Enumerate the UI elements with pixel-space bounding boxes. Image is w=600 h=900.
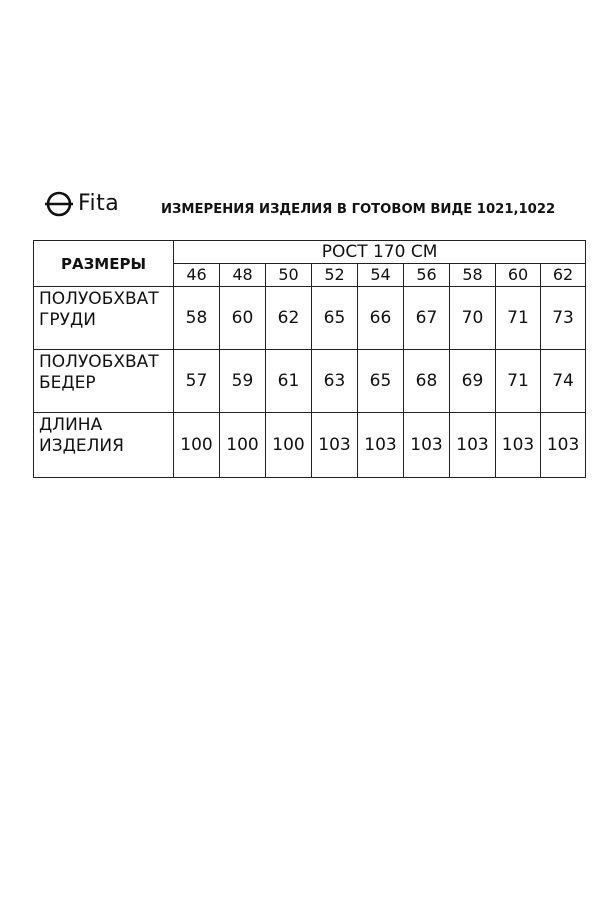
value-cell: 57 [174,350,220,413]
value-cell: 71 [496,287,541,350]
header-row-height [34,241,586,264]
value-cell: 68 [404,350,450,413]
row-label-line: ПОЛУОБХВАТ [39,352,159,372]
fita-logo-icon [44,188,74,218]
size-header-cell: 52 [312,264,358,287]
row-label-line: ГРУДИ [39,310,96,330]
value-cell: 103 [358,413,404,478]
value-cell: 73 [541,287,586,350]
row-label-line: БЕДЕР [39,373,96,393]
value-cell: 103 [541,413,586,478]
value-cell: 103 [312,413,358,478]
value-cell: 60 [220,287,266,350]
value-cell: 62 [266,287,312,350]
row-label [34,413,174,478]
table-row-hips [34,350,586,413]
size-header-cell: 48 [220,264,266,287]
row-label-line: ПОЛУОБХВАТ [39,289,159,309]
value-cell: 103 [496,413,541,478]
value-cell: 65 [358,350,404,413]
value-cell: 103 [404,413,450,478]
size-header-cell: 46 [174,264,220,287]
value-cell: 61 [266,350,312,413]
row-label [34,350,174,413]
value-cell: 58 [174,287,220,350]
value-cell: 71 [496,350,541,413]
table-row-length [34,413,586,478]
row-label-line: ИЗДЕЛИЯ [39,436,124,456]
size-header-cell: 60 [496,264,541,287]
size-header-cell: 58 [450,264,496,287]
value-cell: 100 [220,413,266,478]
sizes-header: РАЗМЕРЫ [34,241,174,287]
row-label-line: ДЛИНА [39,415,103,435]
value-cell: 63 [312,350,358,413]
value-cell: 74 [541,350,586,413]
size-header-cell: 50 [266,264,312,287]
row-label [34,287,174,350]
brand-logo [44,186,119,220]
value-cell: 67 [404,287,450,350]
page-title: ИЗМЕРЕНИЯ ИЗДЕЛИЯ В ГОТОВОМ ВИДЕ 1021,1022 [161,202,556,217]
value-cell: 66 [358,287,404,350]
size-header-cell: 54 [358,264,404,287]
value-cell: 103 [450,413,496,478]
size-header-cell: 62 [541,264,586,287]
value-cell: 65 [312,287,358,350]
value-cell: 100 [174,413,220,478]
size-chart-table [33,240,586,478]
size-header-cell: 56 [404,264,450,287]
value-cell: 70 [450,287,496,350]
value-cell: 100 [266,413,312,478]
value-cell: 69 [450,350,496,413]
value-cell: 59 [220,350,266,413]
table-row-chest [34,287,586,350]
brand-name: Fita [78,190,120,216]
height-header: РОСТ 170 СМ [174,241,586,264]
document-header [44,186,584,220]
